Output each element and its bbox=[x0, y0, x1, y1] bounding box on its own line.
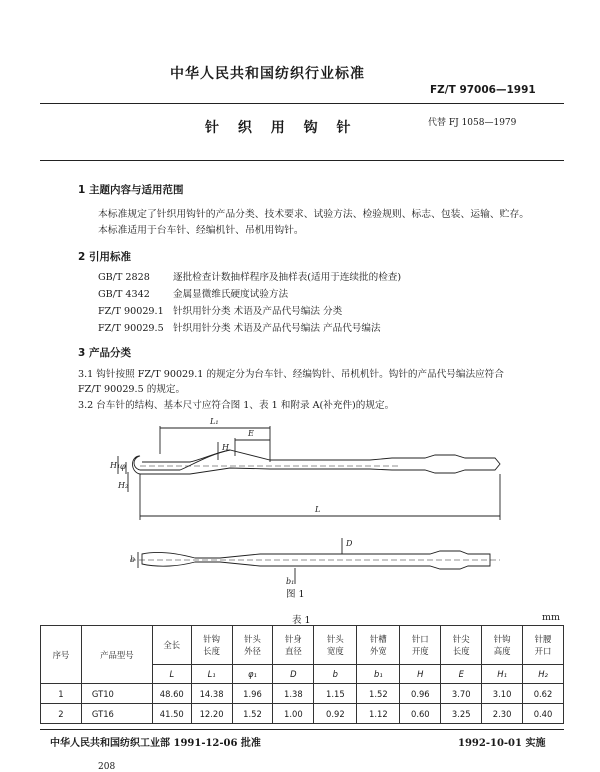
reference-item: GB/T 2828 逐批检查计数抽样程序及抽样表(适用于连续批的检查) bbox=[98, 272, 402, 283]
section-1-paragraph-2: 本标准适用于台车针、经编机针、吊机用钩针。 bbox=[98, 225, 304, 236]
table-cell: 3.10 bbox=[482, 684, 523, 704]
symbol-cell: H bbox=[400, 665, 441, 684]
table-row bbox=[41, 704, 564, 724]
clause-3-1-line-2: FZ/T 90029.5 的规定。 bbox=[78, 384, 186, 395]
symbol-cell: b bbox=[314, 665, 357, 684]
clause-3-2: 3.2 台车针的结构、基本尺寸应符合图 1、表 1 和附录 A(补充件)的规定。 bbox=[78, 400, 395, 411]
table-cell: 14.38 bbox=[191, 684, 232, 704]
symbol-cell: φ₁ bbox=[232, 665, 273, 684]
label-E: E bbox=[248, 429, 254, 438]
col-header: 针口 开度 bbox=[400, 626, 441, 665]
col-header-index: 序号 bbox=[41, 626, 82, 684]
label-H2: H₂ bbox=[118, 481, 129, 490]
table-unit: mm bbox=[542, 612, 561, 623]
table-row bbox=[41, 684, 564, 704]
col-header: 针尖 长度 bbox=[441, 626, 482, 665]
label-D: D bbox=[346, 539, 353, 548]
col-header: 针头 外径 bbox=[232, 626, 273, 665]
col-header: 针头 宽度 bbox=[314, 626, 357, 665]
symbol-cell: D bbox=[273, 665, 314, 684]
section-2-heading: 2 引用标准 bbox=[78, 251, 131, 263]
label-L: L bbox=[315, 505, 321, 514]
symbol-cell: H₂ bbox=[523, 665, 564, 684]
dimension-table bbox=[40, 625, 564, 724]
footer-rule bbox=[40, 729, 564, 730]
col-header-model: 产品型号 bbox=[81, 626, 152, 684]
reference-item: GB/T 4342 金属显微维氏硬度试验方法 bbox=[98, 289, 289, 300]
section-1-paragraph-1: 本标准规定了针织用钩针的产品分类、技术要求、试验方法、检验规则、标志、包装、运输、贮存。 bbox=[98, 209, 530, 220]
table-cell: 1.38 bbox=[273, 684, 314, 704]
table-cell: 3.25 bbox=[441, 704, 482, 724]
col-header: 针钩 长度 bbox=[191, 626, 232, 665]
col-header: 针身 直径 bbox=[273, 626, 314, 665]
header-rule bbox=[40, 103, 564, 104]
table-cell: 48.60 bbox=[152, 684, 191, 704]
table-cell: 1 bbox=[41, 684, 82, 704]
symbol-cell: E bbox=[441, 665, 482, 684]
table-cell: 0.96 bbox=[400, 684, 441, 704]
label-b: b bbox=[130, 555, 136, 564]
reference-item: FZ/T 90029.1 针织用针分类 术语及产品代号编法 分类 bbox=[98, 306, 343, 317]
table-cell: 2.30 bbox=[482, 704, 523, 724]
symbol-cell: H₁ bbox=[482, 665, 523, 684]
title-rule bbox=[40, 160, 564, 161]
table-cell: GT16 bbox=[81, 704, 152, 724]
table-cell: GT10 bbox=[81, 684, 152, 704]
section-1-heading: 1 主题内容与适用范围 bbox=[78, 184, 184, 196]
clause-3-1-line-1: 3.1 钩针按照 FZ/T 90029.1 的规定分为台车针、经编钩针、吊机机针。钩针的产品代号编法应符合 bbox=[78, 369, 504, 380]
section-3-heading: 3 产品分类 bbox=[78, 347, 131, 359]
table-cell: 2 bbox=[41, 704, 82, 724]
table-cell: 12.20 bbox=[191, 704, 232, 724]
symbol-cell: L bbox=[152, 665, 191, 684]
table-header-row bbox=[41, 626, 564, 665]
symbol-cell: b₁ bbox=[357, 665, 400, 684]
col-header-total-length: 全长 bbox=[152, 626, 191, 665]
approval-line: 中华人民共和国纺织工业部 1991-12-06 批准 bbox=[50, 738, 261, 749]
label-H: H bbox=[222, 443, 229, 452]
figure-caption: 图 1 bbox=[286, 589, 305, 600]
label-b1: b₁ bbox=[286, 577, 295, 586]
col-header: 针腰 开口 bbox=[523, 626, 564, 665]
standard-number: FZ/T 97006—1991 bbox=[430, 84, 536, 96]
needle-hook-line bbox=[142, 450, 230, 462]
table-caption: 表 1 bbox=[292, 615, 311, 626]
table-cell: 0.92 bbox=[314, 704, 357, 724]
table-cell: 1.00 bbox=[273, 704, 314, 724]
document-title: 针 织 用 钩 针 bbox=[205, 120, 358, 136]
table-cell: 0.60 bbox=[400, 704, 441, 724]
label-L1: L₁ bbox=[210, 417, 219, 426]
replaces-note: 代替 FJ 1058—1979 bbox=[428, 118, 517, 128]
table-cell: 0.62 bbox=[523, 684, 564, 704]
col-header: 针槽 外宽 bbox=[357, 626, 400, 665]
col-header: 针钩 高度 bbox=[482, 626, 523, 665]
table-cell: 3.70 bbox=[441, 684, 482, 704]
table-cell: 1.52 bbox=[232, 704, 273, 724]
reference-item: FZ/T 90029.5 针织用针分类 术语及产品代号编法 产品代号编法 bbox=[98, 323, 381, 334]
page-number: 208 bbox=[98, 762, 116, 772]
table-cell: 0.40 bbox=[523, 704, 564, 724]
table-cell: 1.52 bbox=[357, 684, 400, 704]
table-cell: 1.96 bbox=[232, 684, 273, 704]
label-H1: H₁ bbox=[110, 461, 121, 470]
symbol-cell: L₁ bbox=[191, 665, 232, 684]
issuer-title: 中华人民共和国纺织行业标准 bbox=[170, 66, 365, 82]
figure-1-drawing bbox=[100, 412, 540, 602]
effective-date: 1992-10-01 实施 bbox=[458, 738, 546, 749]
label-phi: φ bbox=[120, 462, 126, 471]
table-cell: 1.15 bbox=[314, 684, 357, 704]
table-cell: 1.12 bbox=[357, 704, 400, 724]
table-cell: 41.50 bbox=[152, 704, 191, 724]
